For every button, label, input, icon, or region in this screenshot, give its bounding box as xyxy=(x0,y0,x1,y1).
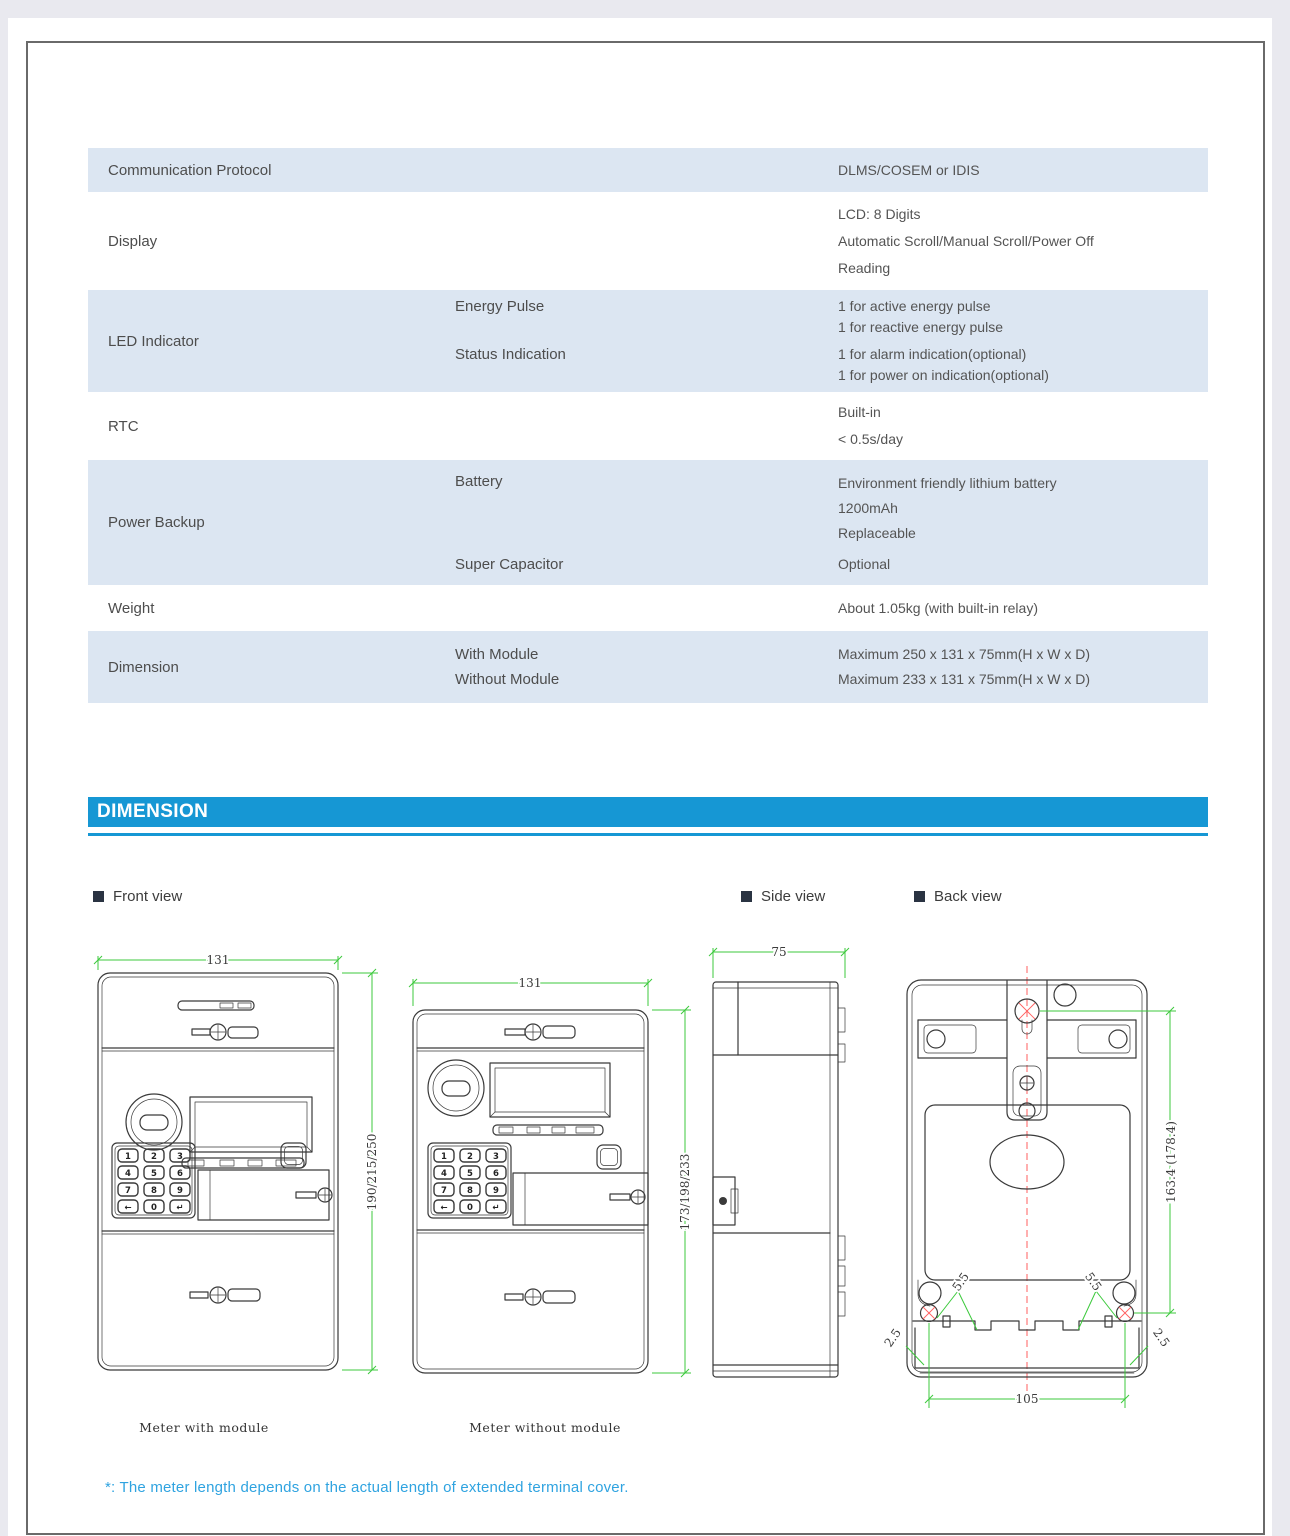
keypad-key-label: 1 xyxy=(125,1152,131,1162)
row-value: 1 for power on indication(optional) xyxy=(838,367,1049,383)
depth-dimension-label: 75 xyxy=(771,945,787,959)
keypad-key-label: 5 xyxy=(151,1169,157,1179)
keypad-key-label: 8 xyxy=(151,1186,157,1196)
square-bullet-icon xyxy=(741,891,752,902)
row-sub-label xyxy=(455,160,838,181)
back-height-dimension-label: 163.4 (178.4) xyxy=(1164,1121,1178,1203)
front-view-with-module-drawing xyxy=(82,948,382,1440)
dimension-lines xyxy=(906,1007,1176,1408)
row-value: Built-in xyxy=(838,404,881,420)
spec-table xyxy=(88,148,1208,703)
section-title: DIMENSION xyxy=(97,801,209,822)
meter-profile xyxy=(713,982,845,1377)
side-view-drawing xyxy=(690,940,870,1440)
row-sub-label: Without Module xyxy=(455,671,560,688)
keypad xyxy=(428,1143,511,1218)
keypad-key-label: 5 xyxy=(467,1169,473,1179)
view-label-text: Side view xyxy=(761,888,826,905)
module-seal-strip xyxy=(178,1001,254,1010)
keypad-key-label: 2 xyxy=(467,1152,473,1162)
view-label-side xyxy=(741,888,825,905)
row-value: Replaceable xyxy=(838,524,916,541)
row-category: Display xyxy=(108,232,158,250)
square-bullet-icon xyxy=(914,891,925,902)
row-value: About 1.05kg (with built-in relay) xyxy=(838,599,1038,616)
back-width-dimension-label: 105 xyxy=(1015,1392,1039,1406)
keypad-key-label: 3 xyxy=(177,1152,183,1162)
terminal-seal-screw xyxy=(505,1289,575,1305)
module-cover xyxy=(513,1173,648,1225)
view-label-text: Back view xyxy=(934,888,1002,905)
led-strip xyxy=(182,1158,304,1168)
row-sub-label xyxy=(455,399,838,453)
optical-port xyxy=(126,1094,182,1150)
push-button xyxy=(597,1145,621,1169)
row-sub-label xyxy=(455,598,838,619)
corner-dimension-label: 2.5 xyxy=(1150,1325,1173,1350)
keypad-key-label: 7 xyxy=(125,1186,131,1196)
keypad-key-label: 0 xyxy=(467,1203,473,1213)
keypad-key-label: 3 xyxy=(493,1152,499,1162)
view-label-front xyxy=(93,888,182,905)
top-seal-screw xyxy=(505,1024,575,1040)
section-header xyxy=(88,797,1208,827)
dimension-lines xyxy=(94,956,378,1374)
terminal-seal-screw xyxy=(190,1287,260,1303)
row-sub-label: Status Indication xyxy=(455,346,566,363)
hole-dimension-label: 5.5 xyxy=(949,1269,972,1294)
row-value: 1 for reactive energy pulse xyxy=(838,319,1003,335)
row-value: Automatic Scroll/Manual Scroll/Power Off xyxy=(838,232,1094,249)
height-dimension-label: 173/198/233 xyxy=(678,1153,692,1231)
row-value: < 0.5s/day xyxy=(838,431,903,447)
view-label-text: Front view xyxy=(113,888,183,905)
keypad-key-label: ← xyxy=(440,1203,448,1213)
view-label-back xyxy=(914,888,1002,905)
lcd-display xyxy=(190,1097,312,1152)
front-view-without-module-drawing xyxy=(400,948,700,1440)
keypad-key-label: 1 xyxy=(441,1152,447,1162)
row-category: Power Backup xyxy=(108,514,205,531)
row-sub-label: Super Capacitor xyxy=(455,555,564,573)
row-value: Reading xyxy=(838,259,891,276)
table-row xyxy=(88,585,1208,631)
row-value: DLMS/COSEM or IDIS xyxy=(838,161,980,178)
keypad-key-label: 6 xyxy=(493,1169,499,1179)
meter-body xyxy=(98,973,338,1370)
row-category: LED Indicator xyxy=(108,332,199,350)
hole-dimension-label: 5.5 xyxy=(1082,1269,1105,1294)
row-category: Weight xyxy=(108,599,155,617)
back-view-drawing xyxy=(880,950,1260,1420)
keypad-key-label: 0 xyxy=(151,1203,157,1213)
row-value: Maximum 250 x 131 x 75mm(H x W x D) xyxy=(838,646,1091,662)
width-dimension-label: 131 xyxy=(518,976,542,990)
row-sub-label: Energy Pulse xyxy=(455,298,545,315)
row-value: Optional xyxy=(838,555,891,572)
section-underline xyxy=(88,833,1208,836)
led-strip xyxy=(493,1125,603,1135)
table-row xyxy=(88,192,1208,290)
row-sub-label: Battery xyxy=(455,472,503,490)
side-latch xyxy=(713,1177,738,1225)
row-value: 1 for active energy pulse xyxy=(838,298,991,314)
document-page xyxy=(8,18,1272,1536)
keypad-key-label: 7 xyxy=(441,1186,447,1196)
keypad-key-label: 9 xyxy=(493,1186,499,1196)
square-bullet-icon xyxy=(93,891,104,902)
row-sub-label xyxy=(455,201,838,282)
keypad-key-label: 9 xyxy=(177,1186,183,1196)
row-category: Communication Protocol xyxy=(108,161,272,179)
height-dimension-label: 190/215/250 xyxy=(365,1133,379,1211)
table-row xyxy=(88,460,1208,585)
keypad-key-label: ↵ xyxy=(492,1203,500,1213)
keypad-key-label: 6 xyxy=(177,1169,183,1179)
corner-dimension-label: 2.5 xyxy=(881,1325,904,1350)
row-category: RTC xyxy=(108,417,139,435)
row-category: Dimension xyxy=(108,658,179,676)
table-row xyxy=(88,148,1208,192)
optical-port xyxy=(428,1060,484,1116)
caption-meter-with-module: Meter with module xyxy=(139,1420,269,1435)
table-row xyxy=(88,631,1208,703)
row-value: 1200mAh xyxy=(838,499,898,516)
caption-meter-without-module: Meter without module xyxy=(469,1420,621,1435)
row-value: Maximum 233 x 131 x 75mm(H x W x D) xyxy=(838,671,1091,687)
dimension-lines xyxy=(409,979,691,1377)
footnote: *: The meter length depends on the actual length of extended terminal cover. xyxy=(105,1479,629,1496)
width-dimension-label: 131 xyxy=(206,953,230,967)
row-value: 1 for alarm indication(optional) xyxy=(838,346,1027,362)
module-cover xyxy=(198,1170,332,1220)
row-value: LCD: 8 Digits xyxy=(838,205,921,222)
table-row xyxy=(88,290,1208,392)
keypad-key-label: ↵ xyxy=(176,1203,184,1213)
row-sub-label: With Module xyxy=(455,646,539,663)
keypad-key-label: ← xyxy=(124,1203,132,1213)
keypad xyxy=(112,1143,195,1218)
keypad-key-label: 4 xyxy=(441,1169,447,1179)
module-seal-screw xyxy=(192,1024,258,1040)
keypad-key-label: 8 xyxy=(467,1186,473,1196)
meter-body xyxy=(413,1010,648,1373)
keypad-key-label: 4 xyxy=(125,1169,131,1179)
table-row xyxy=(88,392,1208,460)
row-value: Environment friendly lithium battery xyxy=(838,474,1057,491)
lcd-display xyxy=(490,1063,610,1117)
keypad-key-label: 2 xyxy=(151,1152,157,1162)
top-hole xyxy=(1054,984,1076,1006)
